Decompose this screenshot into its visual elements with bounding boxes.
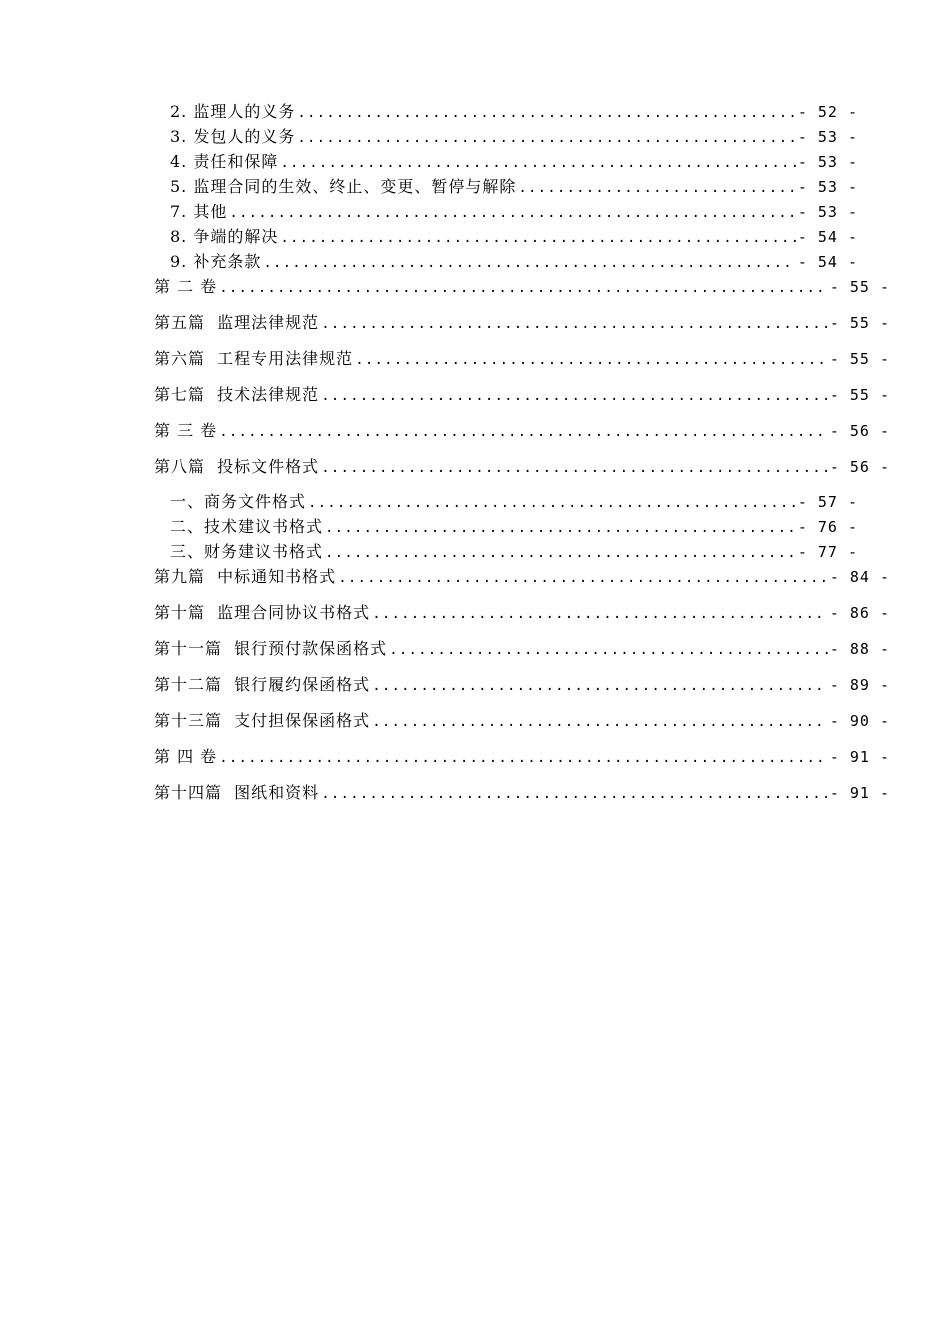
- toc-entry-part-12[interactable]: [154, 675, 890, 695]
- toc-entry-page: - 53 -: [797, 153, 858, 171]
- toc-entry-page: - 55 -: [829, 386, 890, 404]
- toc-entry-part-7[interactable]: [154, 385, 890, 405]
- toc-dot-leader: [325, 543, 796, 563]
- toc-entry-part-5[interactable]: [154, 313, 890, 333]
- toc-entry-page: - 54 -: [797, 228, 858, 246]
- toc-entry-label: 第 四 卷: [154, 747, 218, 766]
- toc-dot-leader: [229, 203, 795, 223]
- toc-entry-label: 5. 监理合同的生效、终止、变更、暂停与解除: [170, 177, 517, 196]
- toc-entry-7[interactable]: [170, 202, 858, 222]
- toc-dot-leader: [372, 676, 828, 696]
- toc-dot-leader: [297, 128, 795, 148]
- toc-dot-leader: [308, 493, 796, 513]
- toc-entry-label: 4. 责任和保障: [170, 152, 279, 171]
- toc-entry-label: 第 三 卷: [154, 421, 218, 440]
- toc-entry-page: - 90 -: [829, 712, 890, 730]
- toc-entry-label: 三、财务建议书格式: [170, 542, 324, 561]
- toc-entry-4[interactable]: [170, 152, 858, 172]
- toc-dot-leader: [297, 103, 795, 123]
- toc-dot-leader: [338, 568, 828, 588]
- toc-entry-part-6[interactable]: [154, 349, 890, 369]
- toc-entry-part-9[interactable]: [154, 567, 890, 587]
- toc-entry-page: - 55 -: [829, 278, 890, 296]
- toc-entry-label: 第十篇 监理合同协议书格式: [154, 603, 371, 622]
- toc-entry-page: - 53 -: [797, 128, 858, 146]
- toc-entry-page: - 91 -: [829, 784, 890, 802]
- toc-dot-leader: [219, 278, 828, 298]
- toc-entry-page: - 56 -: [829, 422, 890, 440]
- toc-entry-label: 9. 补充条款: [170, 252, 262, 271]
- toc-dot-leader: [321, 314, 828, 334]
- toc-entry-label: 第 二 卷: [154, 277, 218, 296]
- toc-entry-label: 第五篇 监理法律规范: [154, 313, 320, 332]
- toc-entry-label: 一、商务文件格式: [170, 492, 307, 511]
- toc-entry-business-docs[interactable]: [170, 492, 858, 512]
- toc-entry-label: 第六篇 工程专用法律规范: [154, 349, 354, 368]
- toc-dot-leader: [355, 350, 828, 370]
- toc-dot-leader: [280, 228, 795, 248]
- toc-dot-leader: [372, 712, 828, 732]
- toc-entry-volume-2[interactable]: [154, 277, 890, 297]
- toc-dot-leader: [263, 253, 795, 273]
- toc-entry-page: - 54 -: [797, 253, 858, 271]
- toc-entry-page: - 91 -: [829, 748, 890, 766]
- toc-entry-label: 3. 发包人的义务: [170, 127, 296, 146]
- toc-entry-label: 7. 其他: [170, 202, 228, 221]
- toc-entry-part-11[interactable]: [154, 639, 890, 659]
- toc-entry-part-14[interactable]: [154, 783, 890, 803]
- toc-entry-page: - 84 -: [829, 568, 890, 586]
- toc-entry-label: 8. 争端的解决: [170, 227, 279, 246]
- toc-dot-leader: [372, 604, 828, 624]
- toc-dot-leader: [219, 748, 828, 768]
- toc-entry-page: - 89 -: [829, 676, 890, 694]
- toc-entry-label: 2. 监理人的义务: [170, 102, 296, 121]
- toc-entry-page: - 55 -: [829, 350, 890, 368]
- toc-entry-volume-4[interactable]: [154, 747, 890, 767]
- toc-entry-page: - 52 -: [797, 103, 858, 121]
- toc-entry-page: - 53 -: [797, 203, 858, 221]
- toc-dot-leader: [321, 458, 828, 478]
- toc-entry-part-13[interactable]: [154, 711, 890, 731]
- toc-dot-leader: [321, 784, 828, 804]
- toc-entry-page: - 76 -: [797, 518, 858, 536]
- toc-dot-leader: [518, 178, 795, 198]
- toc-dot-leader: [219, 422, 828, 442]
- toc-entry-page: - 56 -: [829, 458, 890, 476]
- toc-entry-label: 二、技术建议书格式: [170, 517, 324, 536]
- toc-dot-leader: [280, 153, 795, 173]
- toc-entry-label: 第九篇 中标通知书格式: [154, 567, 337, 586]
- toc-entry-label: 第十二篇 银行履约保函格式: [154, 675, 371, 694]
- toc-entry-page: - 88 -: [829, 640, 890, 658]
- toc-entry-5[interactable]: [170, 177, 858, 197]
- toc-entry-page: - 53 -: [797, 178, 858, 196]
- toc-entry-9[interactable]: [170, 252, 858, 272]
- toc-entry-volume-3[interactable]: [154, 421, 890, 441]
- toc-entry-part-8[interactable]: [154, 457, 890, 477]
- toc-entry-3[interactable]: [170, 127, 858, 147]
- toc-entry-page: - 86 -: [829, 604, 890, 622]
- toc-entry-technical-proposal[interactable]: [170, 517, 858, 537]
- toc-entry-page: - 57 -: [797, 493, 858, 511]
- toc-entry-part-10[interactable]: [154, 603, 890, 623]
- toc-entry-label: 第七篇 技术法律规范: [154, 385, 320, 404]
- toc-entry-financial-proposal[interactable]: [170, 542, 858, 562]
- toc-entry-8[interactable]: [170, 227, 858, 247]
- toc-entry-label: 第十一篇 银行预付款保函格式: [154, 639, 388, 658]
- toc-dot-leader: [325, 518, 796, 538]
- toc-entry-label: 第十三篇 支付担保保函格式: [154, 711, 371, 730]
- toc-entry-page: - 77 -: [797, 543, 858, 561]
- toc-entry-label: 第八篇 投标文件格式: [154, 457, 320, 476]
- toc-entry-page: - 55 -: [829, 314, 890, 332]
- toc-entry-label: 第十四篇 图纸和资料: [154, 783, 320, 802]
- toc-entry-2[interactable]: [170, 102, 858, 122]
- toc-dot-leader: [389, 640, 828, 660]
- toc-dot-leader: [321, 386, 828, 406]
